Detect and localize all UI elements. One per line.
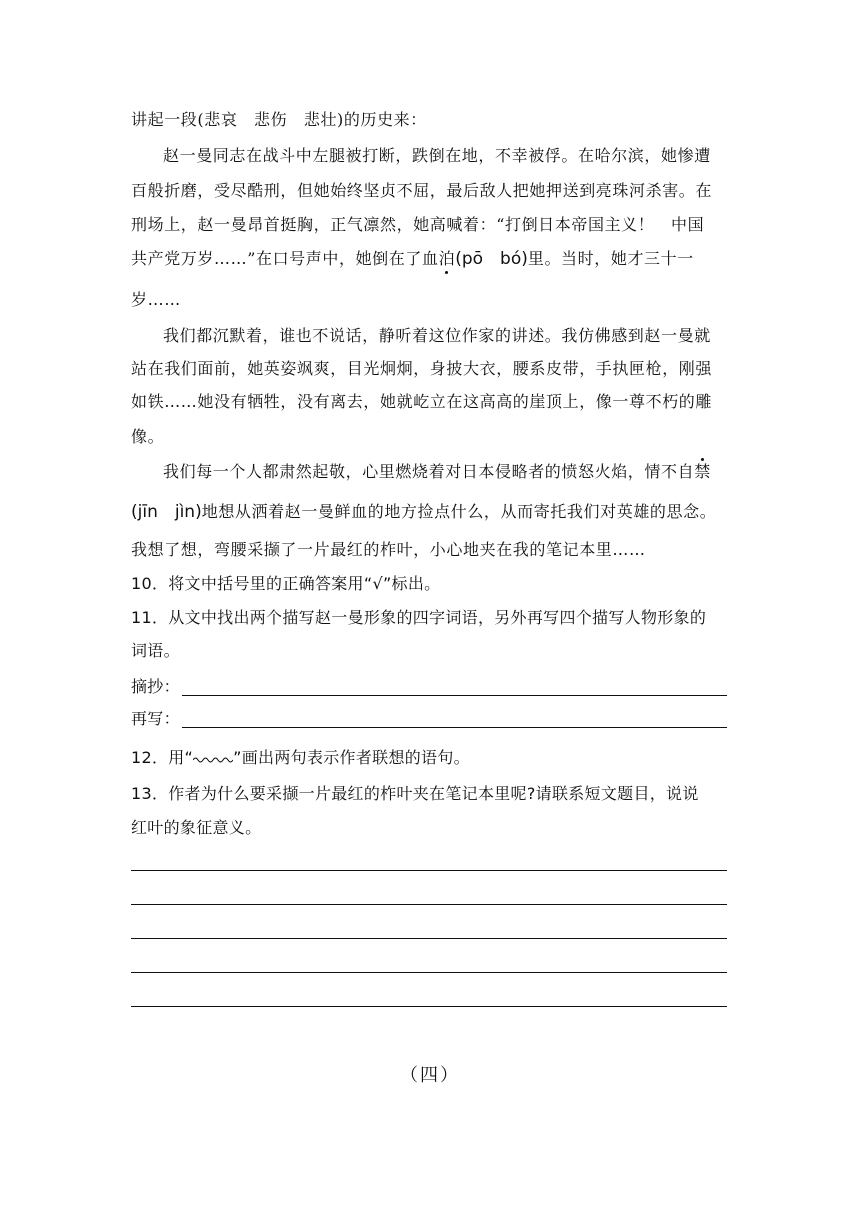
- passage-text: 里。当时，她才三十一: [527, 249, 694, 268]
- question-12-text: ”画出两句表示作者联想的语句。: [233, 748, 470, 767]
- answer-line[interactable]: [131, 870, 727, 871]
- question-13-cont: 红叶的象征意义。: [131, 818, 262, 837]
- passage-line: 我想了想，弯腰采撷了一片最红的柞叶，小心地夹在我的笔记本里……: [131, 540, 646, 559]
- section-title: （四）: [400, 1065, 460, 1086]
- copy-answer-line[interactable]: [182, 695, 727, 696]
- answer-line[interactable]: [131, 938, 727, 939]
- passage-line: 刑场上，赵一曼昂首挺胸，正气凛然，她高喊着：“打倒日本帝国主义！ 中国: [131, 215, 705, 234]
- passage-line: 站在我们面前，她英姿飒爽，目光炯炯，身披大衣，腰系皮带，手执匣枪，刚强: [131, 359, 713, 378]
- write-answer-line[interactable]: [182, 727, 727, 728]
- passage-text: 我们每一个人都肃然起敬，心里燃烧着对日本侵略者的愤怒火焰，情不自: [163, 462, 695, 481]
- dotted-character: 禁: [694, 462, 711, 481]
- question-11: 11．从文中找出两个描写赵一曼形象的四字词语，另外再写四个描写人物形象的: [131, 608, 707, 627]
- question-12-text: 12．用“: [131, 748, 194, 767]
- question-11-cont: 词语。: [131, 641, 180, 660]
- passage-line: 像。: [131, 427, 165, 446]
- passage-line: [131, 502, 731, 522]
- passage-line: 如铁……她没有牺牲，没有离去，她就屹立在这高高的崖顶上，像一尊不朽的雕: [131, 392, 713, 411]
- passage-line: [131, 249, 731, 269]
- passage-text: 地想从洒着赵一曼鲜血的地方捡点什么，从而寄托我们对英雄的思念。: [201, 502, 717, 521]
- pinyin-choice: (pō bó): [455, 249, 528, 269]
- wavy-underline-icon: [193, 754, 233, 764]
- question-12: [131, 748, 731, 768]
- passage-line: [163, 462, 763, 482]
- dotted-character: 泊: [438, 249, 456, 268]
- question-13: 13．作者为什么要采撷一片最红的柞叶夹在笔记本里呢?请联系短文题目，说说: [131, 784, 699, 803]
- copy-label: 摘抄：: [131, 677, 180, 696]
- answer-line[interactable]: [131, 904, 727, 905]
- write-label: 再写：: [131, 709, 180, 728]
- answer-line[interactable]: [131, 1006, 727, 1007]
- passage-line: 百般折磨，受尽酷刑，但她始终坚贞不屈，最后敌人把她押送到亮珠河杀害。在: [131, 181, 713, 200]
- passage-line: 我们都沉默着，谁也不说话，静听着这位作家的讲述。我仿佛感到赵一曼就: [163, 326, 711, 345]
- passage-line: 岁……: [131, 290, 181, 309]
- passage-text: 共产党万岁……”在口号声中，她倒在了血: [131, 249, 439, 268]
- question-10: 10．将文中括号里的正确答案用“√”标出。: [131, 574, 441, 593]
- passage-line: 赵一曼同志在战斗中左腿被打断，跌倒在地，不幸被俘。在哈尔滨，她惨遭: [163, 146, 711, 165]
- pinyin-choice: (jīn jìn): [131, 502, 202, 522]
- answer-line[interactable]: [131, 972, 727, 973]
- passage-line: 讲起一段(悲哀 悲伤 悲壮)的历史来：: [131, 110, 427, 129]
